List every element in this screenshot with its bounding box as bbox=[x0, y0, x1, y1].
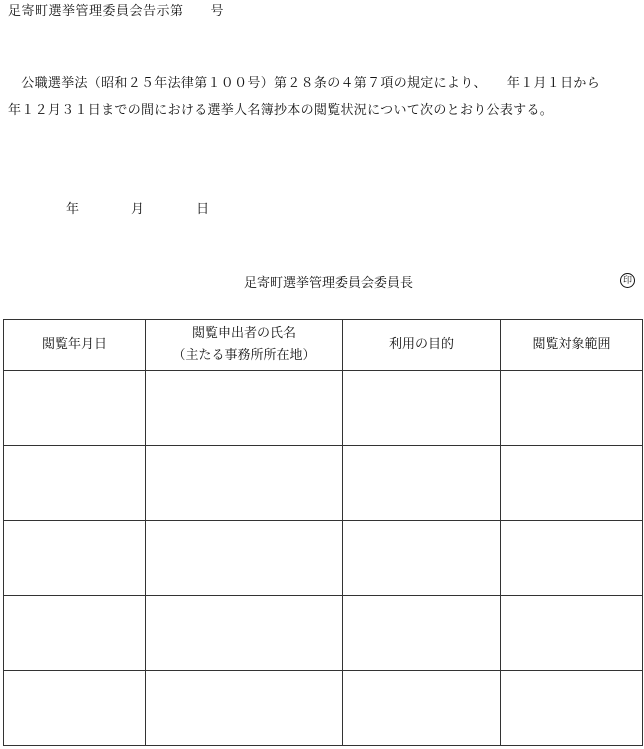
seal-mark: 印 bbox=[620, 273, 635, 288]
table-cell[interactable] bbox=[343, 596, 501, 671]
header-purpose bbox=[343, 320, 501, 371]
table-row bbox=[4, 371, 643, 446]
date-month: 月 bbox=[131, 202, 145, 217]
table-header-row bbox=[4, 320, 643, 371]
header-applicant-address-label: （主たる事務所所在地） bbox=[172, 348, 316, 363]
table-cell[interactable] bbox=[501, 371, 643, 446]
table-cell[interactable] bbox=[4, 371, 146, 446]
table-cell[interactable] bbox=[343, 521, 501, 596]
table-cell[interactable] bbox=[4, 446, 146, 521]
table-cell[interactable] bbox=[146, 671, 343, 746]
table-cell[interactable] bbox=[4, 671, 146, 746]
header-scope-label: 閲覧対象範囲 bbox=[532, 337, 611, 352]
notice-number: 足寄町選挙管理委員会告示第 号 bbox=[8, 4, 225, 19]
header-scope bbox=[501, 320, 643, 371]
table-row bbox=[4, 521, 643, 596]
table-cell[interactable] bbox=[146, 596, 343, 671]
table-cell[interactable] bbox=[343, 446, 501, 521]
table-row bbox=[4, 671, 643, 746]
table-cell[interactable] bbox=[501, 671, 643, 746]
table-row bbox=[4, 446, 643, 521]
table-cell[interactable] bbox=[146, 521, 343, 596]
table-cell[interactable] bbox=[501, 446, 643, 521]
table-cell[interactable] bbox=[343, 371, 501, 446]
body-paragraph: 公職選挙法（昭和２５年法律第１００号）第２８条の４第７項の規定により、 年１月１日から 年１２月３１日までの間における選挙人名簿抄本の閲覧状況について次のとおり公表する。 bbox=[8, 76, 640, 118]
date-year: 年 bbox=[66, 202, 80, 217]
header-purpose-label: 利用の目的 bbox=[388, 337, 454, 352]
table-row bbox=[4, 596, 643, 671]
header-applicant-name-label: 閲覧申出者の氏名 bbox=[191, 326, 296, 341]
header-applicant-name bbox=[146, 320, 343, 371]
inspection-table bbox=[3, 319, 643, 746]
table-cell[interactable] bbox=[146, 371, 343, 446]
signatory-title: 足寄町選挙管理委員会委員長 bbox=[244, 276, 414, 291]
table-cell[interactable] bbox=[501, 521, 643, 596]
header-inspection-date bbox=[4, 320, 146, 371]
table-cell[interactable] bbox=[501, 596, 643, 671]
table-cell[interactable] bbox=[4, 521, 146, 596]
date-day: 日 bbox=[196, 202, 210, 217]
date-line bbox=[66, 198, 209, 217]
header-inspection-date-label: 閲覧年月日 bbox=[41, 337, 107, 352]
table-cell[interactable] bbox=[343, 671, 501, 746]
table-cell[interactable] bbox=[146, 446, 343, 521]
table-cell[interactable] bbox=[4, 596, 146, 671]
